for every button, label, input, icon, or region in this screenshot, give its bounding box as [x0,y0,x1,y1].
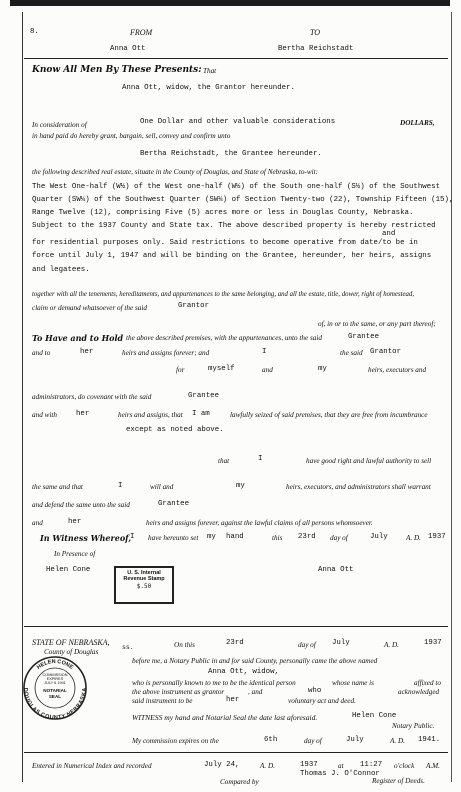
revenue-stamp-amount: $.50 [136,583,152,590]
notary-year: 1937 [424,639,442,647]
notary-state: STATE OF NEBRASKA, [32,638,110,647]
notary-day: 23rd [226,639,244,647]
footer-time: 11:27 [360,761,383,769]
footer-year: 1937 [300,761,318,769]
signer-name: Anna Ott [318,566,354,574]
grantee-line: Bertha Reichstadt, the Grantee hereunder. [140,150,322,158]
description-line-7: and legatees. [32,266,90,274]
footer-register-title: Register of Deeds. [372,777,425,785]
notary-title: Notary Public. [392,722,435,730]
notary-and: , and [248,688,263,696]
notary-who: who [308,687,322,695]
revenue-stamp-line-1: U. S. Internal [127,570,161,576]
witness-hand: hand [226,533,244,541]
header-grantee-name: Bertha Reichstadt [278,45,354,53]
notary-voluntary: voluntary act and deed. [288,697,356,705]
notary-named: Anna Ott, widow, [208,668,279,676]
notarial-seal [22,655,88,721]
presence-label: In Presence of [54,550,96,558]
notary-name: Helen Cone [352,712,397,720]
consideration-amount: One Dollar and other valuable considerations [140,118,336,126]
habendum-i-3: I [118,482,123,490]
notary-comm-ad: A. D. [390,737,405,745]
habendum-line-1: the above described premises, with the appurtenances, unto the said [126,334,322,342]
seal-mid-1: COMMISSION [42,673,68,677]
description-line-6: force until July 1, 1947 and will be binding on the Grantee, hereunder, her heirs, assigns [32,252,432,260]
footer-register-name: Thomas J. O'Connor [300,770,380,778]
description-insert-and: and [382,230,396,238]
page-header-bar [10,0,450,6]
notary-comm-month: July [346,736,364,744]
notary-on-this: On this [174,641,195,649]
habendum-will-and: will and [150,483,174,491]
witness-day-of: day of [330,534,348,542]
habendum-grantor: Grantor [370,348,402,356]
notary-her: her [226,696,240,704]
habendum-heirs-executors: heirs, executors and [368,366,427,374]
intro-that: That [203,67,217,75]
notary-county: County of Douglas [44,648,99,656]
notary-top-rule [24,626,448,627]
habendum-good-right: have good right and lawful authority to sell [306,457,432,465]
habendum-my: my [318,365,327,373]
habendum-grantee-3: Grantee [158,500,190,508]
from-label: FROM [130,28,153,37]
intro-grantor-line: Anna Ott, widow, the Grantor hereunder. [122,84,295,92]
habendum-heading: To Have and to Hold [32,333,124,343]
witness-name: Helen Cone [46,566,91,574]
notary-affixed: affixed to [414,679,441,687]
seal-center-2: SEAL [48,694,62,699]
footer-entered: Entered in Numerical Index and recorded [32,762,152,770]
description-line-5: for residential purposes only. Said restrictions to become operative from date/to be in [32,239,418,247]
together-line-3: of, in or to the same, or any part thereof; [318,320,436,328]
notary-month: July [332,639,350,647]
footer-ad: A. D. [260,762,275,770]
habendum-grantee-2: Grantee [188,392,220,400]
habendum-heirs-assigns-that: heirs and assigns, that [118,411,183,419]
habendum-i-am: I am [192,410,210,418]
footer-rule [24,752,448,753]
footer-at: at [338,762,344,770]
notary-comm-day: 6th [264,736,278,744]
habendum-seized: lawfully seized of said premises, that they are free from incumbrance [230,411,428,419]
description-line-3: Range Twelve (12), comprising Five (5) acres more or less in Douglas County, Nebraska. [32,209,414,217]
intro-heading: Know All Men By These Presents: [32,65,202,75]
witness-hereunto: have hereunto set [148,534,199,542]
notary-day-of: day of [298,641,316,649]
witness-ad: A. D. [406,534,421,542]
habendum-and-with: and with [32,411,57,419]
notary-commission: My commission expires on the [132,737,219,745]
habendum-i: I [262,348,267,356]
seal-bottom-text: DOUGLAS COUNTY NEBRASKA [22,687,88,721]
notary-ss: ss. [122,644,134,651]
footer-oclock: o'clock [394,762,415,770]
seal-top-text: HELEN CONE [35,658,75,671]
habendum-her: her [80,348,94,356]
habendum-that: that [218,457,230,465]
header-rule [24,58,448,59]
paid-line: in hand paid do hereby grant, bargain, sell, convey and confirm unto [32,132,231,140]
revenue-stamp-line-2: Revenue Stamp [123,576,165,582]
notary-above-instr: the above instrument as grantor [132,688,225,696]
habendum-claims: heirs and assigns forever, against the lawful claims of all persons whomsoever. [146,519,373,527]
description-line-4: Subject to the 1937 County and State tax. The above described property is hereby restricted [32,222,436,230]
witness-heading: In Witness Whereof, [40,533,132,543]
footer-date: July 24, [204,761,240,769]
witness-day-num: 23rd [298,533,316,541]
habendum-administrators: administrators, do covenant with the said [32,393,152,401]
together-line-1: together with all the tenements, hereditaments, and appurtenances to the same belonging, and all the estate, title, dower, right of homestead, [32,291,415,298]
habendum-her-2: her [76,410,90,418]
header-grantor-name: Anna Ott [110,45,146,53]
habendum-same-that: the same and that [32,483,83,491]
together-line-2: claim or demand whatsoever of the said [32,304,147,312]
habendum-for: for [176,366,185,374]
notary-whose-name: whose name is [332,679,374,687]
together-name: Grantor [178,302,210,310]
habendum-warrant: heirs, executors, and administrators shall warrant [286,483,431,491]
consideration-lead: In consideration of [32,121,87,129]
notary-who-is: who is personally known to me to be the identical person [132,679,296,687]
to-label: TO [310,28,321,37]
footer-compared: Compared by [220,778,259,786]
witness-this: this [272,534,283,542]
notary-said-instr: said instrument to be [132,697,193,705]
notary-comm-day-of: day of [304,737,322,745]
witness-year: 1937 [428,533,446,541]
habendum-except: except as noted above. [126,426,224,434]
seal-mid-3: JULY 6 1941 [44,681,66,685]
habendum-the-said: the said [340,349,363,357]
habendum-and-3: and [32,519,43,527]
witness-i: I [130,533,135,541]
description-line-1: The West One-half (W½) of the West one-half (W½) of the South one-half (S½) of the Southwest [32,183,441,191]
notary-before-me: before me, a Notary Public in and for said County, personally came the above named [132,657,378,665]
habendum-grantee: Grantee [348,333,380,341]
notary-acknowledged: acknowledged [398,688,440,696]
habendum-and-to: and to [32,349,51,357]
habendum-her-3: her [68,518,82,526]
dollars-label: DOLLARS, [400,119,435,127]
witness-month: July [370,533,388,541]
notary-comm-year: 1941. [418,736,441,744]
footer-am: A.M. [426,762,440,770]
habendum-i-2: I [258,455,263,463]
description-line-2: Quarter (SW¼) of the Southwest Quarter (SW¼) of Section Twenty-two (22), Township Fifteen (15), [32,196,454,204]
description-intro: the following described real estate, situate in the County of Douglas, and State of Nebraska, to-wit: [32,168,319,176]
notary-ad: A. D. [384,641,399,649]
book-number: 8. [30,28,39,36]
notary-witness-line: WITNESS my hand and Notarial Seal the date last aforesaid. [132,713,318,722]
witness-my: my [207,533,216,541]
seal-center-1: NOTARIAL [43,688,67,693]
habendum-myself: myself [208,365,235,373]
habendum-my-2: my [236,482,245,490]
habendum-and: and [262,366,273,374]
revenue-stamp [114,566,174,604]
habendum-defend: and defend the same unto the said [32,501,130,509]
habendum-heirs-forever: heirs and assigns forever; and [122,349,210,357]
seal-mid-2: EXPIRES [46,677,64,681]
